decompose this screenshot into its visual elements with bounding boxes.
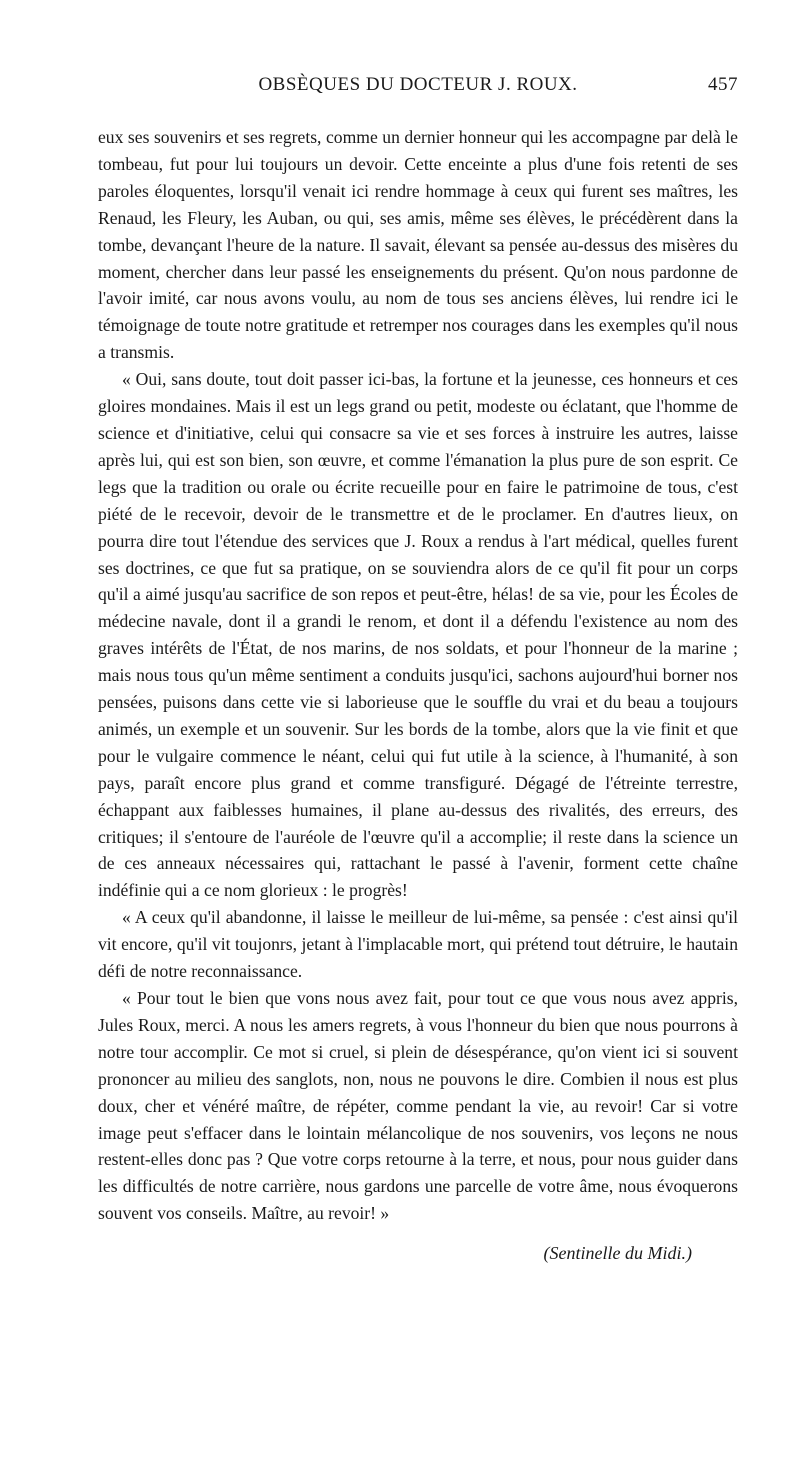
running-title: OBSÈQUES DU DOCTEUR J. ROUX. <box>258 74 578 95</box>
source-attribution: (Sentinelle du Midi.) <box>543 1243 692 1264</box>
page <box>98 74 738 1264</box>
paragraph: « Pour tout le bien que vons nous avez fait, pour tout ce que vous nous avez appris, Jules Roux, merci. A nous les amers regrets, à vous l'honneur du bien que nous pourrons à notre tour accomplir. Ce mot si cruel, si plein de désespérance, qu'on vient ici si souvent prononcer au milieu des sanglots, non, nous ne pouvons le dire. Combien il nous est plus doux, cher et vénéré maître, de répéter, comme pendant la vie, au revoir! Car si votre image peut s'effacer dans le lointain mélancolique de nos souvenirs, vos leçons ne nous restent-elles donc pas ? Que votre corps retourne à la terre, et nous, pour nous guider dans les difficultés de notre carrière, nous gardons une parcelle de votre âme, nous évoquerons souvent vos conseils. Maître, au revoir! » <box>98 988 738 1224</box>
article-body <box>98 124 738 1227</box>
paragraph: eux ses souvenirs et ses regrets, comme un dernier honneur qui les accompagne par delà le tombeau, fut pour lui toujours un devoir. Cette enceinte a plus d'une fois retenti de ses paroles éloquentes, lorsqu'il venait ici rendre hommage à ceux qui furent ses maîtres, les Renaud, les Fleury, les Auban, ou qui, ses amis, même ses élèves, le précédèrent dans la tombe, devançant l'heure de la nature. Il savait, élevant sa pensée au-dessus des misères du moment, chercher dans leur passé les enseignements du présent. Qu'on nous pardonne de l'avoir imité, car nous avons voulu, au nom de tous ses anciens élèves, lui rendre ici le témoignage de toute notre gratitude et retremper nos courages dans les exemples qu'il nous a transmis. <box>98 127 738 363</box>
paragraph: « Oui, sans doute, tout doit passer ici-bas, la fortune et la jeunesse, ces honneurs et ces gloires mondaines. Mais il est un legs grand ou petit, modeste ou éclatant, que l'homme de science et d'initiative, celui qui consacre sa vie et ses forces à instruire les autres, laisse après lui, qui est son bien, son œuvre, et comme l'émanation la plus pure de son esprit. Ce legs que la tradition ou orale ou écrite recueille pour en faire le patrimoine de tous, c'est piété de le recevoir, devoir de le transmettre et de le proclamer. En d'autres lieux, on pourra dire tout l'étendue des services que J. Roux a rendus à l'art médical, quelles furent ses doctrines, ce que fut sa pratique, on se souviendra alors de ce qu'il fit pour un corps qu'il a aimé jusqu'au sacrifice de son repos et peut-être, hélas! de sa vie, pour les Écoles de médecine navale, dont il a grandi le renom, et dont il a défendu l'existence au nom des graves intérêts de l'État, de nos marins, de nos soldats, et pour l'honneur de la marine ; mais nous tous qu'un même sentiment a conduits jusqu'ici, sachons aujourd'hui borner nos pensées, puisons dans cette vie si laborieuse que le souffle du vrai et du beau a toujours animés, un exemple et un souvenir. Sur les bords de la tombe, alors que la vie finit et que pour le vulgaire commence le néant, celui qui fut utile à la science, à l'humanité, à son pays, paraît encore plus grand et comme transfiguré. Dégagé de l'étreinte terrestre, échappant aux faiblesses humaines, il plane au-dessus des rivalités, des erreurs, des critiques; il s'entoure de l'auréole de l'œuvre qu'il a accomplie; il reste dans la science un de ces anneaux nécessaires qui, rattachant le passé à l'avenir, forment cette chaîne indéfinie qui a ce nom glorieux : le progrès! <box>98 369 738 901</box>
page-number: 457 <box>708 74 738 95</box>
running-header <box>98 74 738 114</box>
paragraph: « A ceux qu'il abandonne, il laisse le meilleur de lui-même, sa pensée : c'est ainsi qu'il vit encore, qu'il vit toujonrs, jetant à l'implacable mort, qui prétend tout détruire, le hautain défi de notre reconnaissance. <box>98 907 738 982</box>
